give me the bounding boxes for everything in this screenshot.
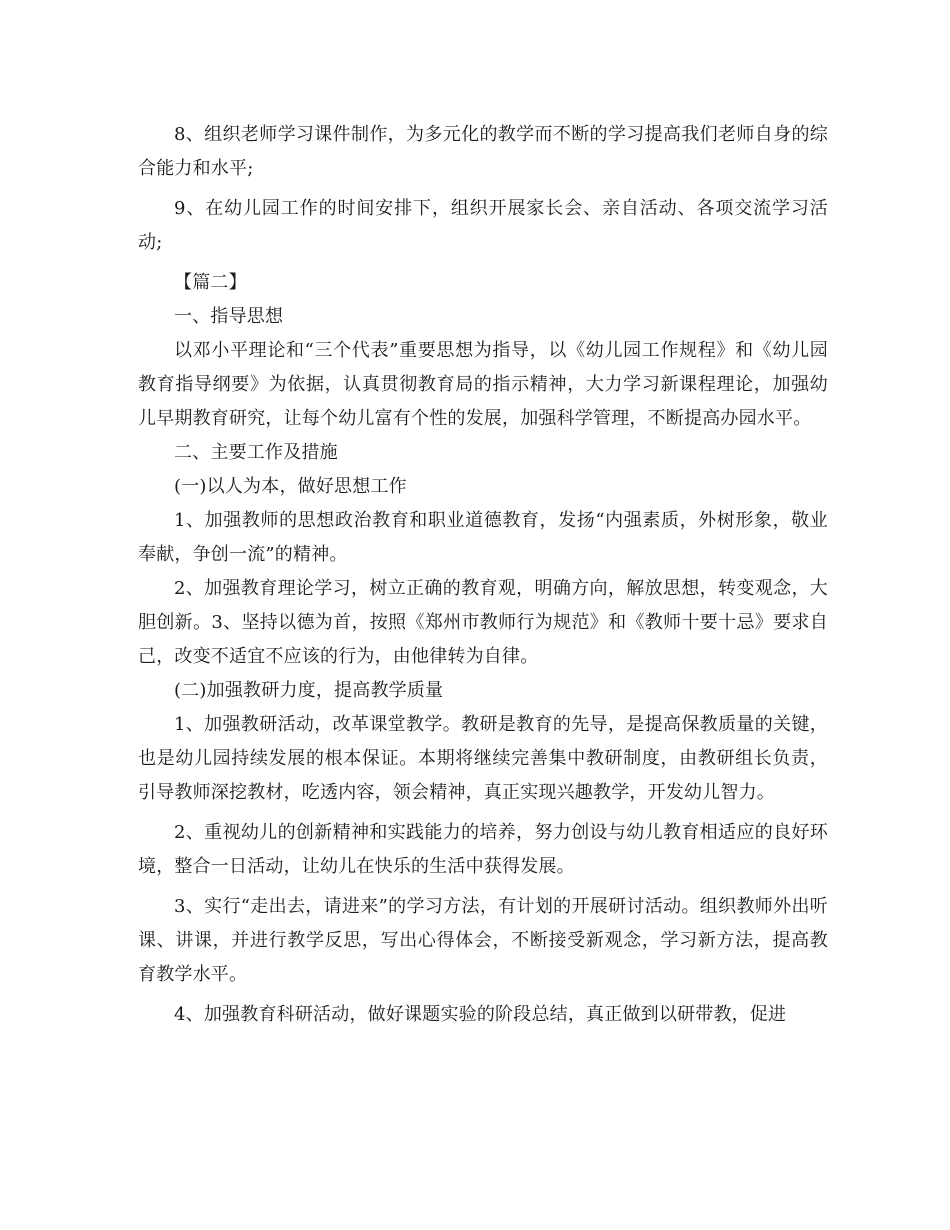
document-body (138, 118, 828, 1032)
paragraph-item-9: 9、在幼儿园工作的时间安排下，组织开展家长会、亲自活动、各项交流学习活动; (138, 198, 828, 253)
subheading-people-oriented: (一)以人为本，做好思想工作 (174, 476, 407, 497)
subheading-teaching-research: (二)加强教研力度，提高教学质量 (174, 680, 444, 701)
paragraph-research-activity: 1、加强教研活动，改革课堂教学。教研是教育的先导，是提高保教质量的关键，也是幼儿园持续发展的根本保证。本期将继续完善集中教研制度，由教研组长负责，引导教师深挖教材，吃透内容，领会精神，真正实现兴趣教学，开发幼儿智力。 (138, 714, 828, 803)
paragraph-guiding-ideology: 以邓小平理论和“三个代表”重要思想为指导，以《幼儿园工作规程》和《幼儿园教育指导纲要》为依据，认真贯彻教育局的指示精神，大力学习新课程理论，加强幼儿早期教育研究，让每个幼儿富有个性的发展，加强科学管理，不断提高办园水平。 (138, 340, 828, 429)
paragraph-research-projects: 4、加强教育科研活动，做好课题实验的阶段总结，真正做到以研带教，促进 (174, 1004, 787, 1025)
heading-main-work: 二、主要工作及措施 (174, 442, 338, 463)
paragraph-teacher-ethics: 1、加强教师的思想政治教育和职业道德教育，发扬“内强素质，外树形象，敬业奉献，争创一流”的精神。 (138, 510, 828, 565)
paragraph-theory-study: 2、加强教育理论学习，树立正确的教育观，明确方向，解放思想，转变观念，大胆创新。3、坚持以德为首，按照《郑州市教师行为规范》和《教师十要十忌》要求自己，改变不适宜不应该的行为，由他律转为自律。 (138, 578, 828, 667)
paragraph-go-out-invite-in: 3、实行“走出去，请进来”的学习方法，有计划的开展研讨活动。组织教师外出听课、讲课，并进行教学反思，写出心得体会，不断接受新观念，学习新方法，提高教育教学水平。 (138, 896, 828, 985)
paragraph-innovation: 2、重视幼儿的创新精神和实践能力的培养，努力创设与幼儿教育相适应的良好环境，整合一日活动，让幼儿在快乐的生活中获得发展。 (138, 822, 828, 877)
section-title-part-two: 【篇二】 (174, 272, 247, 293)
paragraph-item-8: 8、组织老师学习课件制作，为多元化的教学而不断的学习提高我们老师自身的综合能力和水平; (138, 124, 828, 179)
heading-guiding-ideology: 一、指导思想 (174, 306, 284, 327)
